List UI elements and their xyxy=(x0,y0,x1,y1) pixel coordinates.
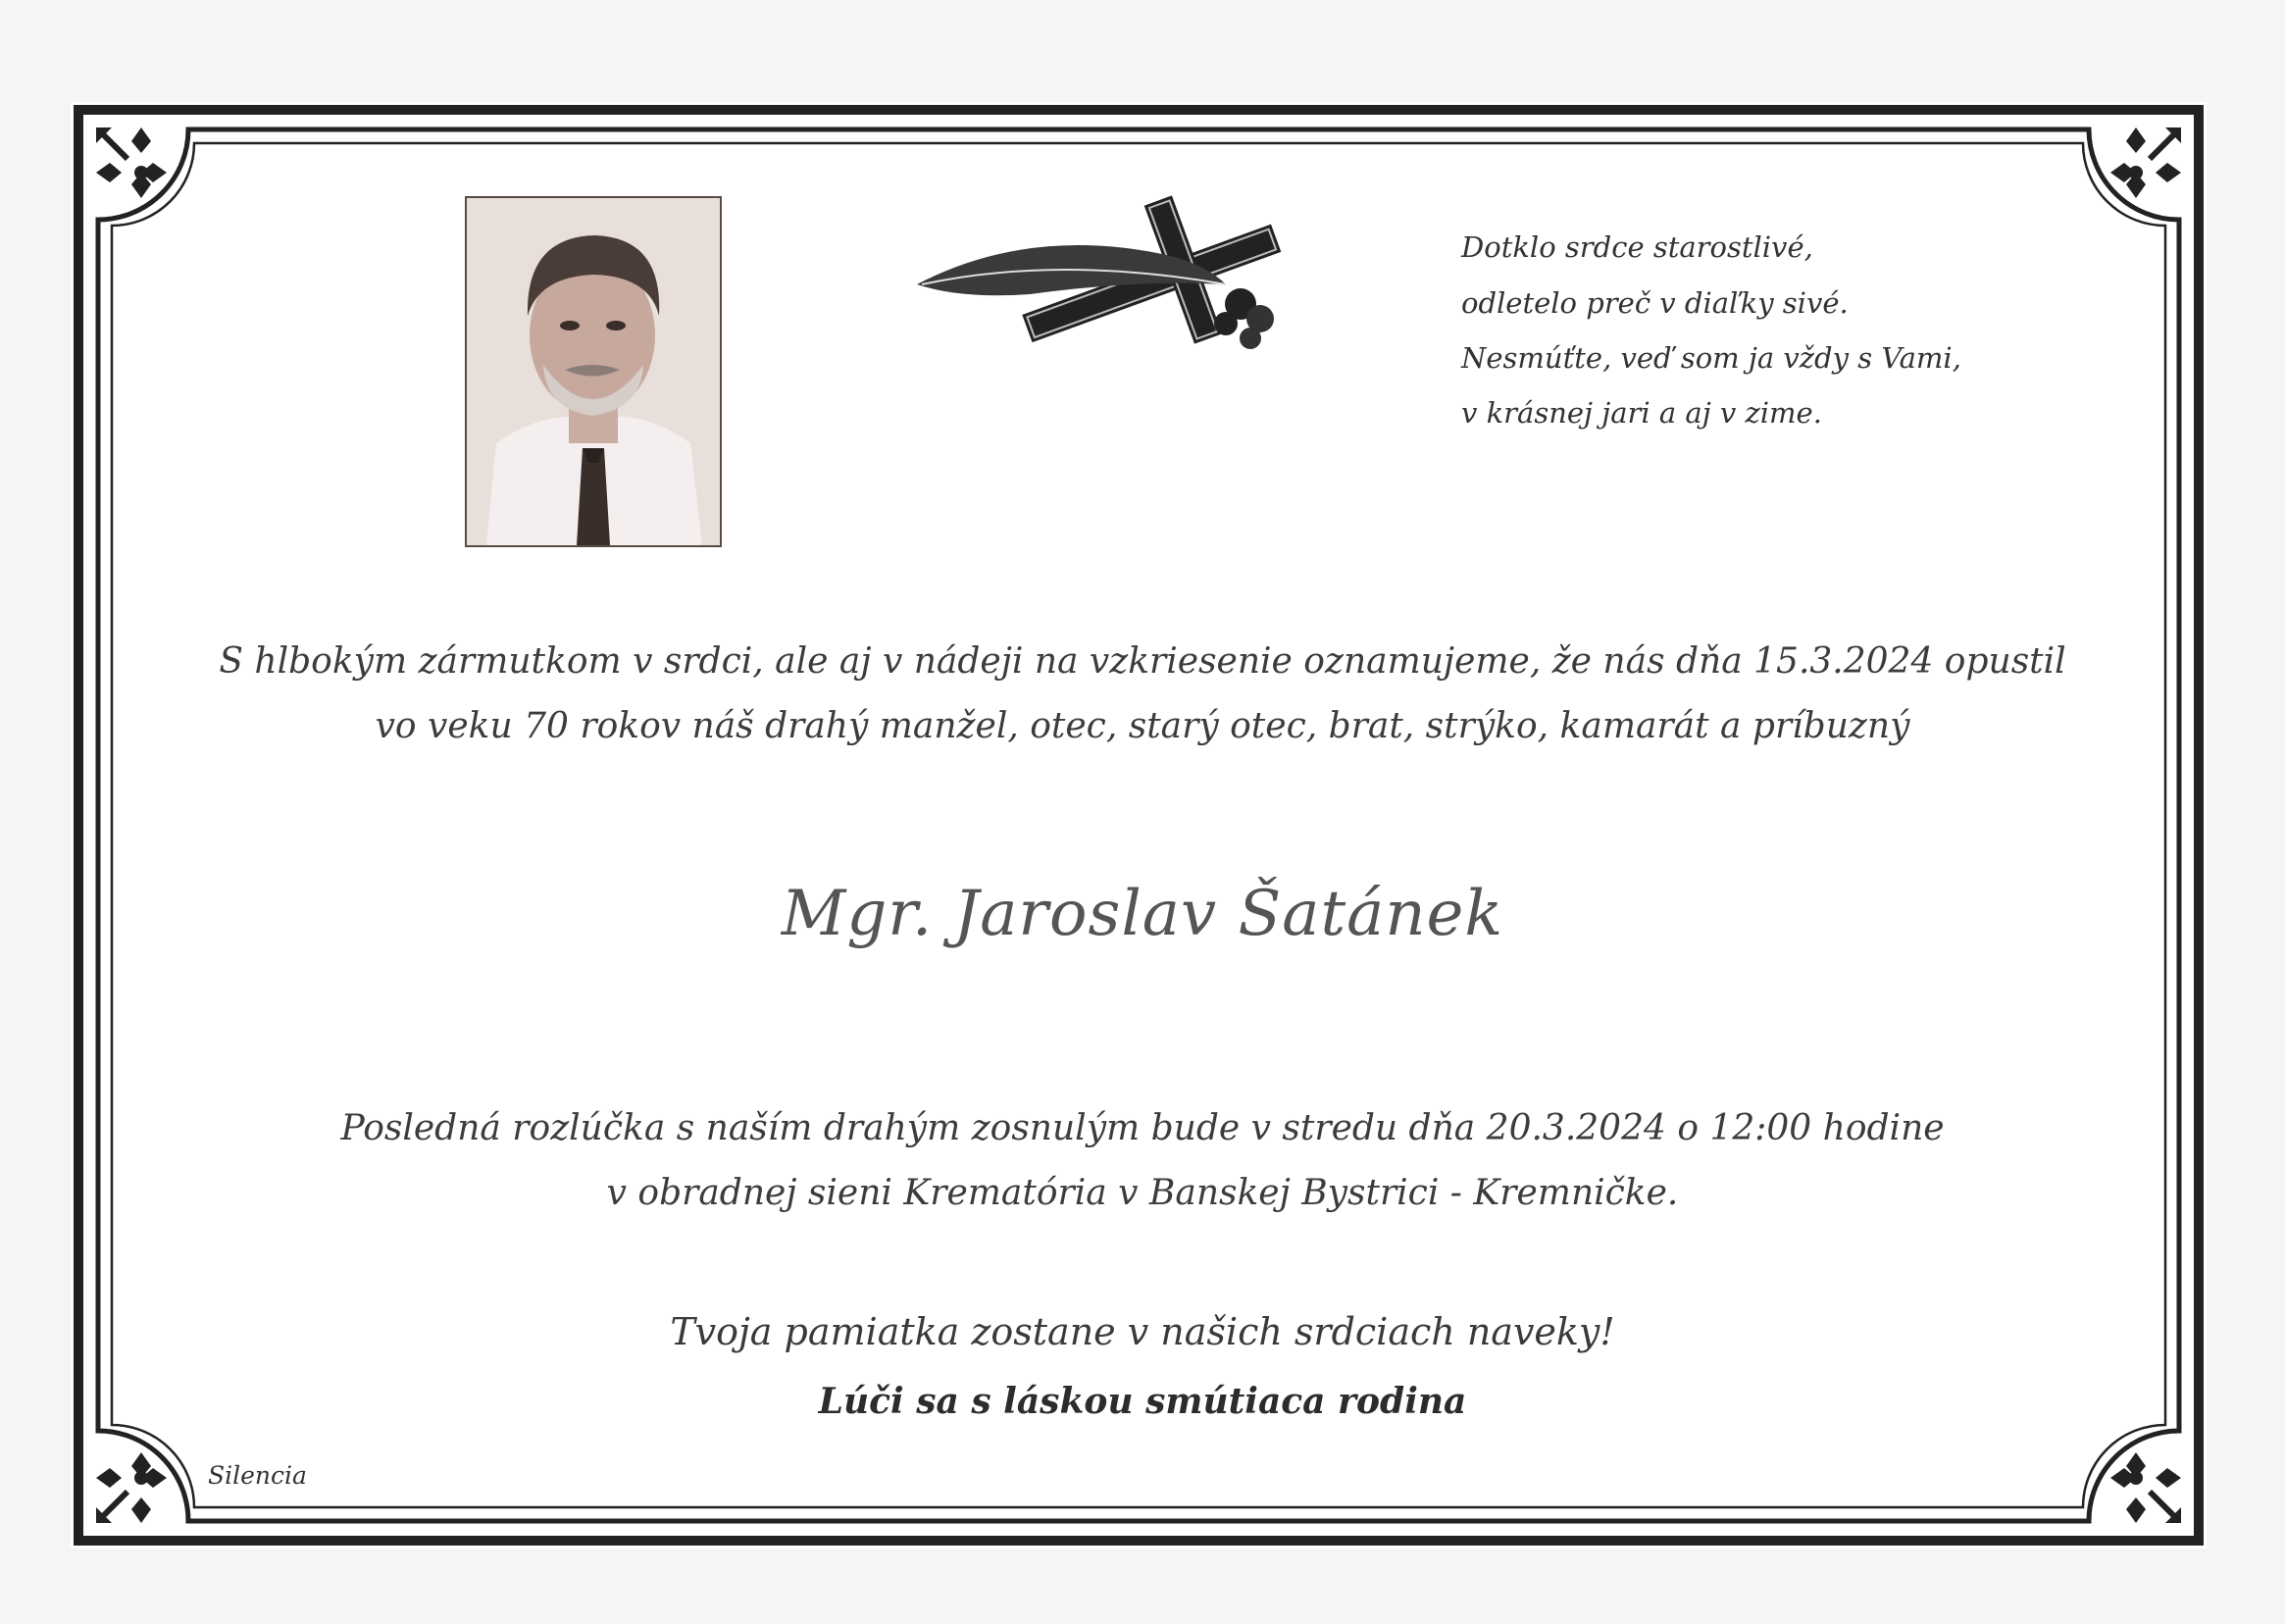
poem-line-3: Nesmúťte, veď som ja vždy s Vami, xyxy=(1461,341,1961,375)
poem-line-2: odletelo preč v diaľky sivé. xyxy=(1461,286,1849,320)
announcement-line-2: vo veku 70 rokov náš drahý manžel, otec, starý otec, brat, strýko, kamarát a príbuzný xyxy=(375,706,1910,746)
portrait-image xyxy=(467,198,720,545)
corner-ornament-top-left-icon xyxy=(96,127,167,198)
family-signoff: Lúči sa s láskou smútiaca rodina xyxy=(818,1381,1467,1422)
farewell-line-2: v obradnej sieni Krematória v Banskej Bystrici - Kremničke. xyxy=(606,1173,1679,1213)
closing-line: Tvoja pamiatka zostane v našich srdciach naveky! xyxy=(670,1310,1615,1353)
poem-line-4: v krásnej jari a aj v zime. xyxy=(1461,396,1822,430)
deceased-name: Mgr. Jaroslav Šatánek xyxy=(781,878,1504,950)
poem-line-1: Dotklo srdce starostlivé, xyxy=(1461,230,1813,264)
portrait-photo xyxy=(465,196,722,547)
cross-with-palm-branch-icon xyxy=(912,186,1344,382)
corner-ornament-bottom-right-icon xyxy=(2110,1452,2181,1523)
maker-mark: Silencia xyxy=(208,1461,307,1490)
announcement-line-1: S hlbokým zármutkom v srdci, ale aj v nádeji na vzkriesenie oznamujeme, že nás dňa 15.3.2024 opustil xyxy=(219,641,2066,682)
corner-ornament-bottom-left-icon xyxy=(96,1452,167,1523)
corner-ornament-top-right-icon xyxy=(2110,127,2181,198)
farewell-line-1: Posledná rozlúčka s naším drahým zosnulým bude v stredu dňa 20.3.2024 o 12:00 hodine xyxy=(340,1108,1945,1148)
